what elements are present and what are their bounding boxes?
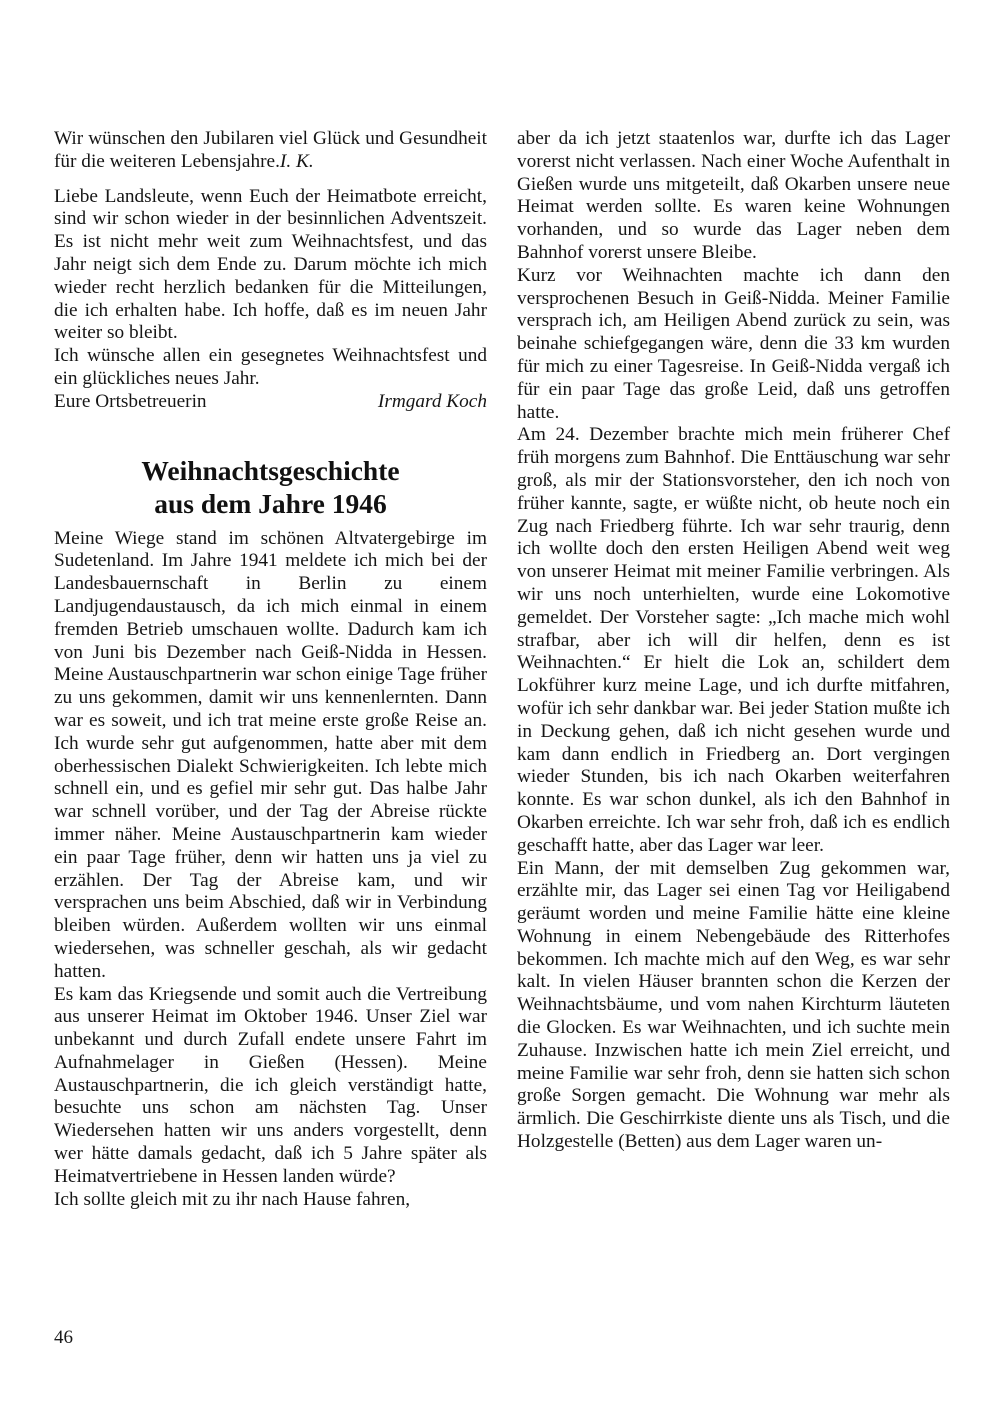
story-paragraph-4: aber da ich jetzt staatenlos war, durfte ich das Lager vorerst nicht verlassen. Nach einer Woche Aufenthalt in Gießen wurde uns mitgeteilt, daß Okarben unsere neue Heimat werden sollte. Es waren keine Wohnungen vorhanden, und so wurde das Lager neben dem Bahnhof vorerst unsere Bleibe. [517,128,950,263]
story-paragraph-5: Kurz vor Weihnachten machte ich dann den versprochenen Besuch in Geiß-Nidda. Meiner Familie versprach ich, am Heiligen Abend zurück zu sein, was beinahe schiefgegangen wäre, denn die 33 km wurden für mich zu einer Tagesreise. In Geiß-Nidda vergaß ich für ein paar Tage das große Leid, daß uns getroffen hatte. [517,264,950,423]
signature-name: Irmgard Koch [377,390,487,412]
jubilee-wishes-paragraph [54,128,487,174]
story-paragraph-6: Am 24. Dezember brachte mich mein früherer Chef früh morgens zum Bahnhof. Die Enttäuschung war sehr groß, als mir der Stationsvorsteher, den ich noch von früher kannte, sagte, er wüßte nicht, ob heute noch ein Zug nach Friedberg führte. Ich war sehr traurig, denn ich wollte doch den ersten Heiligen Abend weit weg von unserer Heimat mit meiner Familie verbringen. Als wir uns noch unterhielten, wurde eine Lokomotive gemeldet. Der Vorsteher sagte: „Ich mache mich wohl strafbar, aber ich will dir helfen, denn es ist Weihnachten.“ Er hielt die Lok an, schildert dem Lokführer kurz meine Lage, und ich durfte mitfahren, wofür ich sehr dankbar war. Bei jeder Station mußte ich in Deckung gehen, daß ich nicht gesehen wurde und kam dann endlich in Friedberg an. Dort vergingen wieder Stunden, bis ich nach Okarben weiterfahren konnte. Es war schon dunkel, als ich den Bahnhof in Okarben erreichte. Ich war sehr froh, daß ich es endlich geschafft hatte, aber das Lager war leer. [517,424,950,856]
article-title-line-1: Weihnachtsgeschichte [141,454,400,486]
left-column [54,128,487,1211]
story-paragraph-7: Ein Mann, der mit demselben Zug gekommen war, erzählte mir, das Lager sei einen Tag vor Heiligabend geräumt worden und meine Familie hätte eine kleine Wohnung in einem Nebengebäude des Ritterhofes bekommen. Ich machte mich auf den Weg, es war sehr kalt. In vielen Häuser brannten schon die Kerzen der Weihnachtsbäume, und vom nahen Kirchturm läuteten die Glocken. Es war Weihnachten, und ich suchte mein Zuhause. Inzwischen hatte ich mein Ziel erreicht, und meine Familie war sehr froh, denn sie hatten sich schon große Sorgen gemacht. Die Wohnung war mehr als ärmlich. Die Geschirrkiste diente uns als Tisch, und die Holzgestelle (Betten) aus dem Lager waren un- [517,857,950,1153]
signature-role: Eure Ortsbetreuerin [54,390,207,412]
jubilee-wishes-text: Wir wünschen den Jubilaren viel Glück und Gesundheit für die weiteren Lebensjahre. [54,128,487,172]
story-paragraph-1: Meine Wiege stand im schönen Altvatergebirge im Sudetenland. Im Jahre 1941 meldete ich mich bei der Landesbauernschaft in Berlin zu einem Landjugendaustausch, da ich mich einmal in einem fremden Betrieb umschauen wollte. Dadurch kam ich von Juni bis Dezember nach Geiß-Nidda in Hessen. Meine Austauschpartnerin war schon einige Tage früher zu uns gekommen, damit wir uns kennenlernten. Dann war es soweit, und ich trat meine erste große Reise an. Ich wurde sehr gut aufgenommen, hatte aber mit dem oberhessischen Dialekt Schwierigkeiten. Ich lebte mich schnell ein, und es gefiel mir sehr gut. Das halbe Jahr war schnell vorüber, und der Tag der Abreise rückte immer näher. Meine Austauschpartnerin kam wieder ein paar Tage früher, denn wir hatten uns ja viel zu erzählen. Der Tag der Abreise kam, und wir versprachen uns beim Abschied, daß wir in Verbindung bleiben würden. Außerdem wollten wir uns einmal wiedersehen, was schneller geschah, als wir gedacht hatten. [54,527,487,982]
article-title-line-2: aus dem Jahre 1946 [154,487,387,519]
right-column [517,128,950,1154]
advent-greeting-paragraph: Liebe Landsleute, wenn Euch der Heimatbote erreicht, sind wir schon wieder in der besinnlichen Adventszeit. Es ist nicht mehr weit zum Weihnachtsfest, und das Jahr neigt sich dem Ende zu. Darum möchte ich mich wieder recht herzlich bedanken für die Mitteilungen, die ich erhalten habe. Ich hoffe, daß es im neuen Jahr weiter so bleibt. [54,185,487,344]
christmas-wishes-paragraph: Ich wünsche allen ein gesegnetes Weihnachtsfest und ein glückliches neues Jahr. [54,345,487,389]
jubilee-signature: I. K. [279,150,314,172]
article-title [54,454,487,520]
signature-line [54,391,487,414]
page-number: 46 [54,1327,73,1348]
story-paragraph-2: Es kam das Kriegsende und somit auch die Vertreibung aus unserer Heimat im Oktober 1946. Unser Ziel war unbekannt und durch Zufall endete unsere Fahrt im Aufnahmelager in Gießen (Hessen). Meine Austauschpartnerin, die ich gleich verständigt hatte, besuchte uns schon am nächsten Tag. Unser Wiedersehen hatten wir uns anders vorgestellt, denn wer hätte damals gedacht, daß ich 5 Jahre später als Heimatvertriebene in Hessen landen würde? [54,983,487,1187]
story-paragraph-3: Ich sollte gleich mit zu ihr nach Hause fahren, [54,1188,411,1210]
